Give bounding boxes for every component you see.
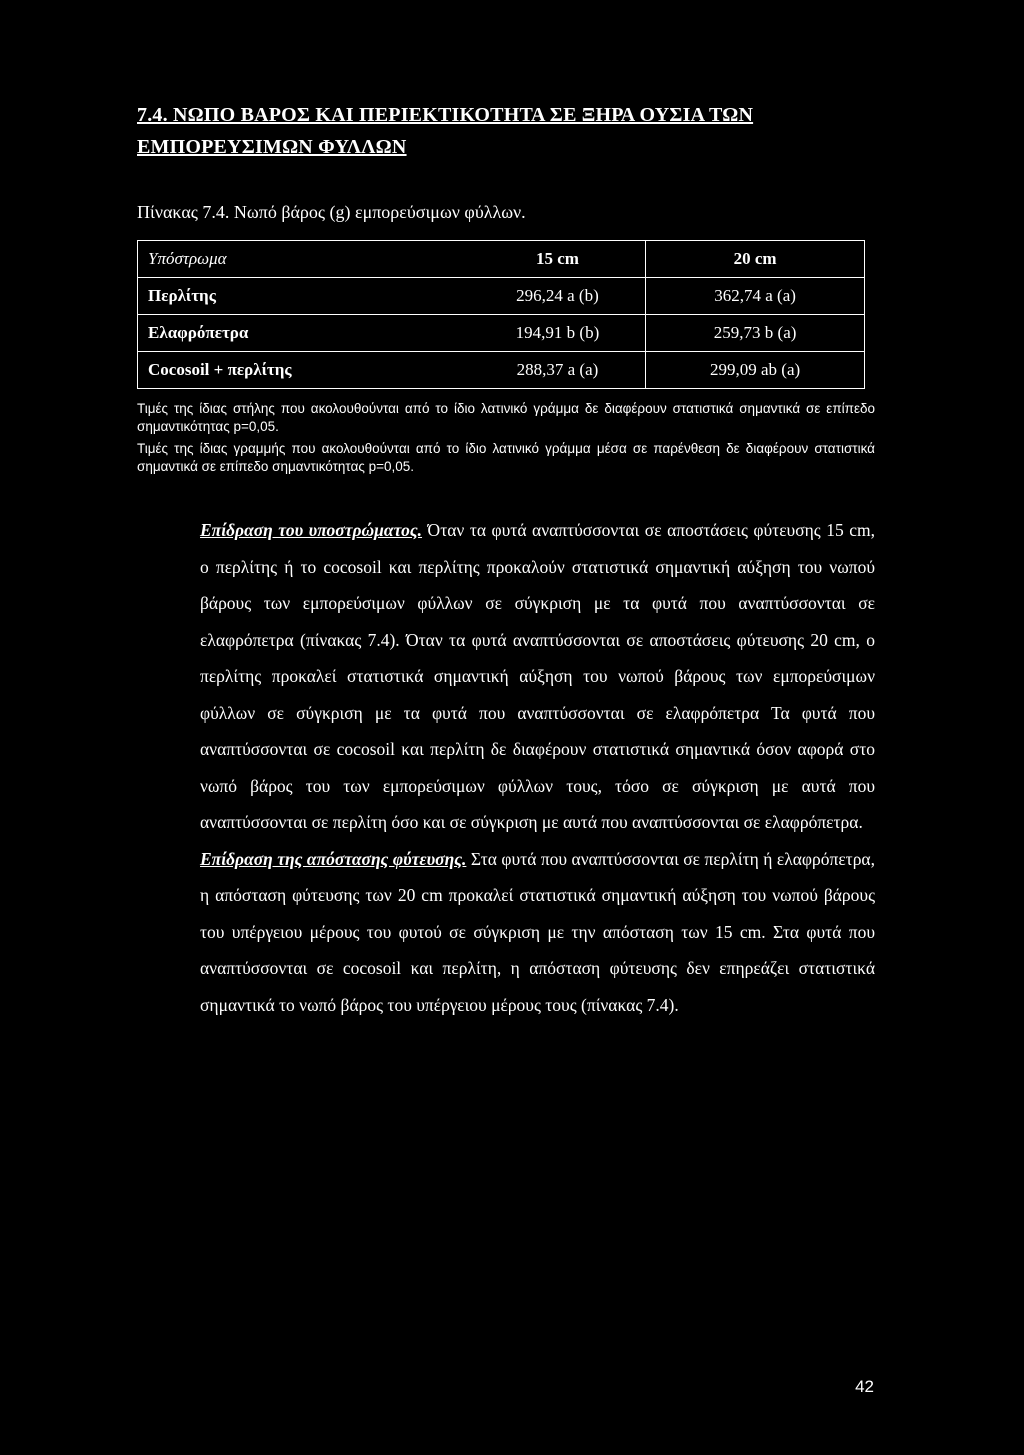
row-label-cocosoil-perlite: Cocosoil + περλίτης [138, 352, 470, 389]
table-caption: Πίνακας 7.4. Νωπό βάρος (g) εμπορεύσιμων φύλλων. [137, 202, 526, 222]
cell-cocosoil-20cm: 299,09 ab (a) [646, 352, 865, 389]
header-20cm: 20 cm [646, 241, 865, 278]
page-number: 42 [855, 1377, 874, 1396]
row-label-pumice: Ελαφρόπετρα [138, 315, 470, 352]
body-text [137, 512, 875, 1023]
table-row [138, 315, 865, 352]
header-15cm: 15 cm [470, 241, 646, 278]
cell-perlite-15cm: 296,24 a (b) [470, 278, 646, 315]
fresh-weight-table [137, 240, 865, 389]
note-row: Τιμές της ίδιας γραμμής που ακολουθούνται από το ίδιο λατινικό γράμμα μέσα σε παρένθεση δε διαφέρουν στατιστικά σημαντικά σε επίπεδο σημαντικότητας p=0,05. [137, 441, 875, 474]
paragraph-heading-substrate: Επίδραση του υποστρώματος. [200, 520, 423, 540]
cell-cocosoil-15cm: 288,37 a (a) [470, 352, 646, 389]
table-notes [137, 400, 875, 480]
cell-perlite-20cm: 362,74 a (a) [646, 278, 865, 315]
paragraph-text-spacing: Στα φυτά που αναπτύσσονται σε περλίτη ή ελαφρόπετρα, η απόσταση φύτευσης των 20 cm προκαλεί στατιστικά σημαντική αύξηση του νωπού βάρους του υπέργειου μέρους του φυτού σε σύγκριση με την απόσταση των 15 cm. Στα φυτά που αναπτύσσονται σε cocosoil και περλίτη, η απόσταση φύτευσης δεν επηρεάζει στατιστικά σημαντικά το νωπό βάρος του υπέργειου μέρους τους (πίνακας 7.4). [200, 848, 875, 1015]
section-title: 7.4. ΝΩΠΟ ΒΑΡΟΣ ΚΑΙ ΠΕΡΙΕΚΤΙΚΟΤΗΤΑ ΣΕ ΞΗΡΑ ΟΥΣΙΑ ΤΩΝ ΕΜΠΟΡΕΥΣΙΜΩΝ ΦΥΛΛΩΝ [137, 104, 754, 158]
header-substrate: Υπόστρωμα [138, 241, 470, 278]
cell-pumice-15cm: 194,91 b (b) [470, 315, 646, 352]
paragraph-text-substrate: Όταν τα φυτά αναπτύσσονται σε αποστάσεις φύτευσης 15 cm, ο περλίτης ή το cocosoil και περλίτης προκαλούν στατιστικά σημαντική αύξηση του νωπού βάρους των εμπορεύσιμων φύλλων σε σύγκριση με τα φυτά που αναπτύσσονται σε ελαφρόπετρα (πίνακας 7.4). Όταν τα φυτά αναπτύσσονται σε αποστάσεις φύτευσης 20 cm, ο περλίτης προκαλεί στατιστικά σημαντική αύξηση του νωπού βάρους των εμπορεύσιμων φύλλων σε σύγκριση με τα φυτά που αναπτύσσονται σε ελαφρόπετρα Τα φυτά που αναπτύσσονται σε cocosoil και περλίτη δε διαφέρουν στατιστικά σημαντικά όσον αφορά στο νωπό βάρος του των εμπορεύσιμων φύλλων τους, τόσο σε σύγκριση με αυτά που αναπτύσσονται σε περλίτη όσο και σε σύγκριση με αυτά που αναπτύσσονται σε ελαφρόπετρα. [200, 520, 876, 832]
paragraph-substrate-effect [137, 512, 875, 841]
table-row [138, 278, 865, 315]
note-column: Τιμές της ίδιας στήλης που ακολουθούνται από το ίδιο λατινικό γράμμα δε διαφέρουν στατιστικά σημαντικά σε επίπεδο σημαντικότητας p=0,05. [137, 401, 875, 434]
table-row [138, 352, 865, 389]
table-header-row [138, 241, 865, 278]
row-label-perlite: Περλίτης [138, 278, 470, 315]
cell-pumice-20cm: 259,73 b (a) [646, 315, 865, 352]
paragraph-spacing-effect [137, 841, 875, 1024]
paragraph-heading-spacing: Επίδραση της απόστασης φύτευσης. [200, 848, 467, 869]
